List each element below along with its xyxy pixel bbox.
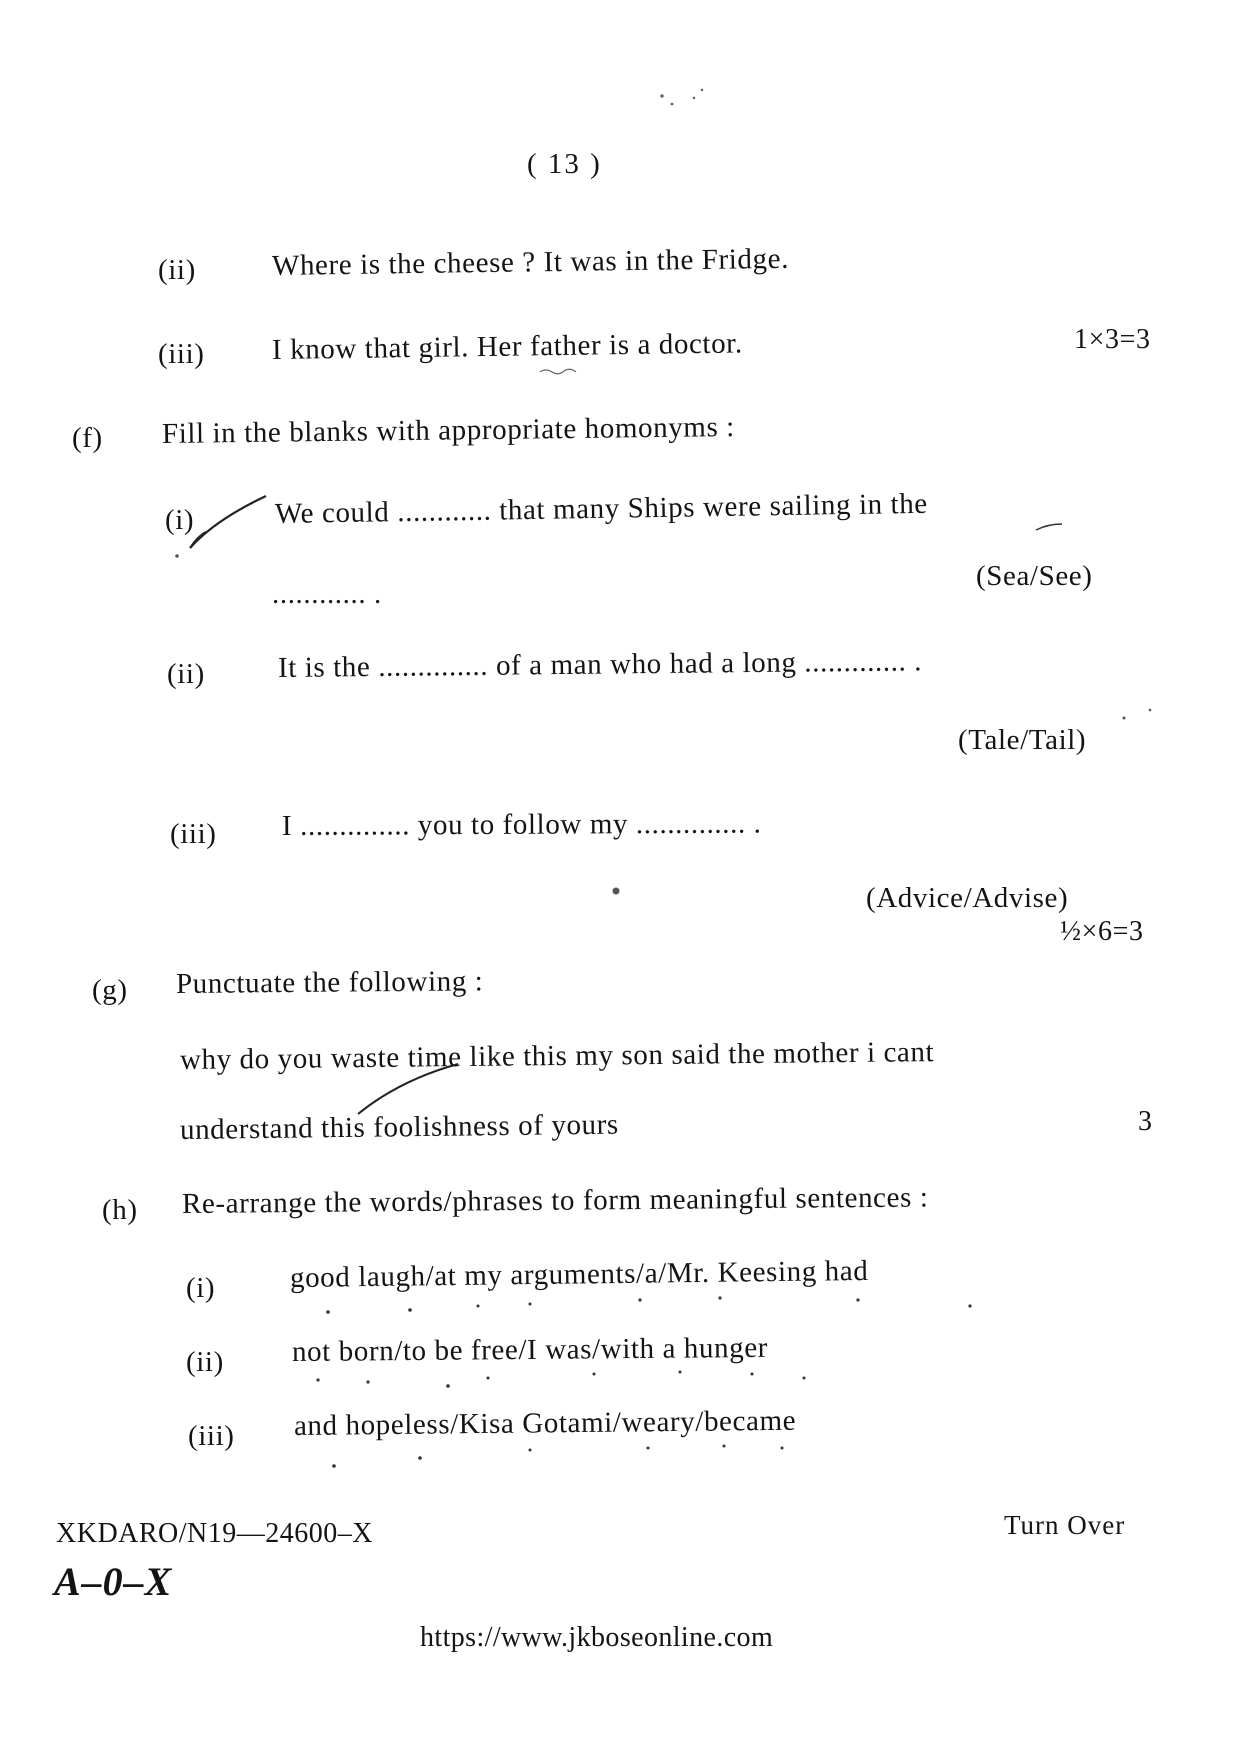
question-f-ii-number: (ii) — [167, 658, 205, 690]
question-h-iii-text: and hopeless/Kisa Gotami/weary/became — [293, 1404, 797, 1442]
question-h-i-text: good laugh/at my arguments/a/Mr. Keesing had — [289, 1254, 869, 1294]
question-h-ii-number: (ii) — [186, 1346, 224, 1378]
footer-url: https://www.jkboseonline.com — [420, 1622, 774, 1653]
question-h-label: (h) — [102, 1194, 138, 1226]
question-g-line1: why do you waste time like this my son said the mother i cant — [179, 1036, 935, 1076]
question-g-line2: understand this foolishness of yours — [179, 1108, 620, 1146]
turn-over-label: Turn Over — [1004, 1510, 1126, 1540]
question-h-heading: Re-arrange the words/phrases to form meaningful sentences : — [181, 1181, 929, 1220]
question-f-heading: Fill in the blanks with appropriate homonyms : — [161, 411, 736, 450]
question-f-label: (f) — [72, 422, 103, 454]
question-g-heading: Punctuate the following : — [175, 965, 484, 1000]
question-e-iii-number: (iii) — [158, 338, 205, 370]
series-code: A–0–X — [54, 1559, 173, 1604]
tick-mark — [190, 496, 266, 548]
question-f-i-options: (Sea/See) — [976, 560, 1093, 592]
question-f-i-number: (i) — [165, 504, 195, 536]
marks-g: 3 — [1138, 1106, 1153, 1137]
question-f-i-line1: We could ............ that many Ships were sailing in the — [274, 487, 929, 530]
question-e-ii-text: Where is the cheese ? It was in the Fridge. — [271, 242, 790, 282]
paper-code: XKDARO/N19—24600–X — [56, 1518, 373, 1549]
question-f-i-line2: ............ . — [272, 578, 382, 610]
question-g-label: (g) — [92, 974, 128, 1006]
question-h-iii-number: (iii) — [188, 1420, 235, 1452]
marks-f: ½×6=3 — [1060, 916, 1144, 947]
question-f-ii-text: It is the .............. of a man who had a long ............. . — [277, 645, 923, 684]
question-e-ii-number: (ii) — [158, 254, 196, 286]
question-f-iii-text: I .............. you to follow my .............. . — [281, 807, 762, 842]
page-number: ( 13 ) — [527, 148, 602, 180]
marks-e: 1×3=3 — [1074, 324, 1151, 355]
question-f-ii-options: (Tale/Tail) — [958, 724, 1087, 756]
pen-scribble — [540, 369, 576, 374]
question-h-ii-text: not born/to be free/I was/with a hunger — [291, 1331, 769, 1368]
question-e-iii-text: I know that girl. Her father is a doctor. — [271, 327, 743, 366]
pen-flick — [1036, 524, 1062, 530]
question-h-i-number: (i) — [186, 1272, 216, 1304]
question-f-iii-number: (iii) — [170, 818, 217, 850]
pen-dots — [316, 1296, 971, 1467]
question-f-iii-options: (Advice/Advise) — [866, 882, 1069, 914]
